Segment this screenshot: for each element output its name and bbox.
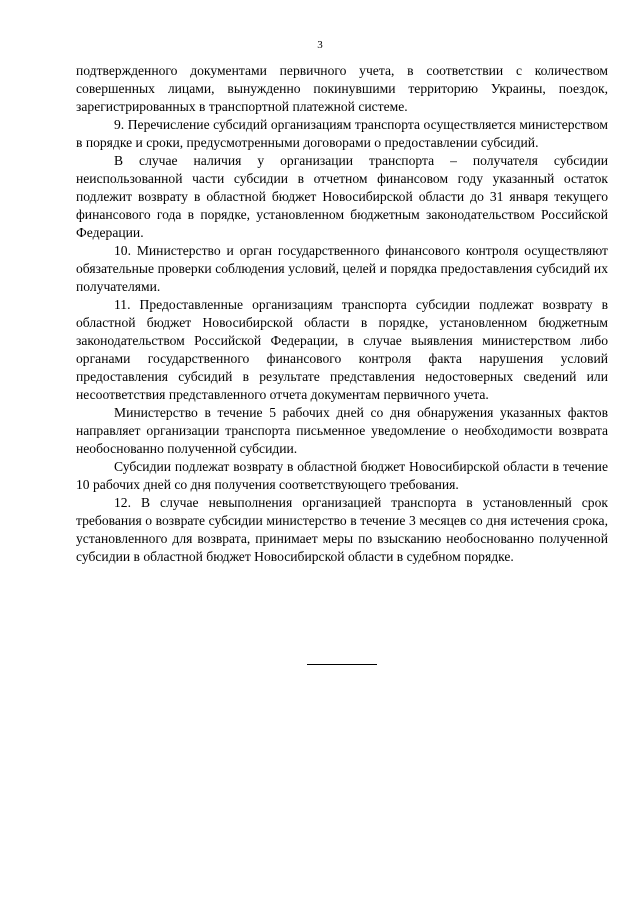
paragraph-notification: Министерство в течение 5 рабочих дней со дня обнаружения указанных фактов направляет организации транспорта письменное уведомление о необходимости возврата необоснованно полученной субсидии. (76, 405, 608, 456)
document-body (76, 62, 608, 566)
paragraph-return-deadline: Субсидии подлежат возврату в областной бюджет Новосибирской области в течение 10 рабочих дней со дня получения соответствующего требования. (76, 459, 608, 492)
end-of-document-rule (307, 664, 377, 665)
paragraph-item-10: 10. Министерство и орган государственного финансового контроля осуществляют обязательные проверки соблюдения условий, целей и порядка предоставления субсидий их получателями. (76, 243, 608, 294)
paragraph-item-11: 11. Предоставленные организациям транспорта субсидии подлежат возврату в областной бюджет Новосибирской области в порядке, установленном бюджетным законодательством Российской Федерации, в случае выявления министерством либо органами государственного финансового контроля факта нарушения условий предоставления субсидий в результате представления недостоверных сведений или несоответствия представленного отчета документам первичного учета. (76, 297, 608, 402)
paragraph-item-9: 9. Перечисление субсидий организациям транспорта осуществляется министерством в порядке и сроки, предусмотренными договорами о предоставлении субсидий. (76, 117, 608, 150)
paragraph-unused-subsidy-return: В случае наличия у организации транспорта – получателя субсидии неиспользованной части субсидии в отчетном финансовом году указанный остаток подлежит возврату в областной бюджет Новосибирской области до 31 января текущего финансового года в порядке, установленном бюджетным законодательством Российской Федерации. (76, 153, 608, 240)
page-number: 3 (317, 39, 323, 51)
paragraph-continuation: подтвержденного документами первичного учета, в соответствии с количеством совершенных лицами, вынужденно покинувшими территорию Украины, поездок, зарегистрированных в транспортной платежной системе. (76, 63, 608, 114)
paragraph-item-12: 12. В случае невыполнения организацией транспорта в установленный срок требования о возврате субсидии министерство в течение 3 месяцев со дня истечения срока, установленного для возврата, принимает меры по взысканию необоснованно полученной субсидии в областной бюджет Новосибирской области в судебном порядке. (76, 495, 608, 564)
